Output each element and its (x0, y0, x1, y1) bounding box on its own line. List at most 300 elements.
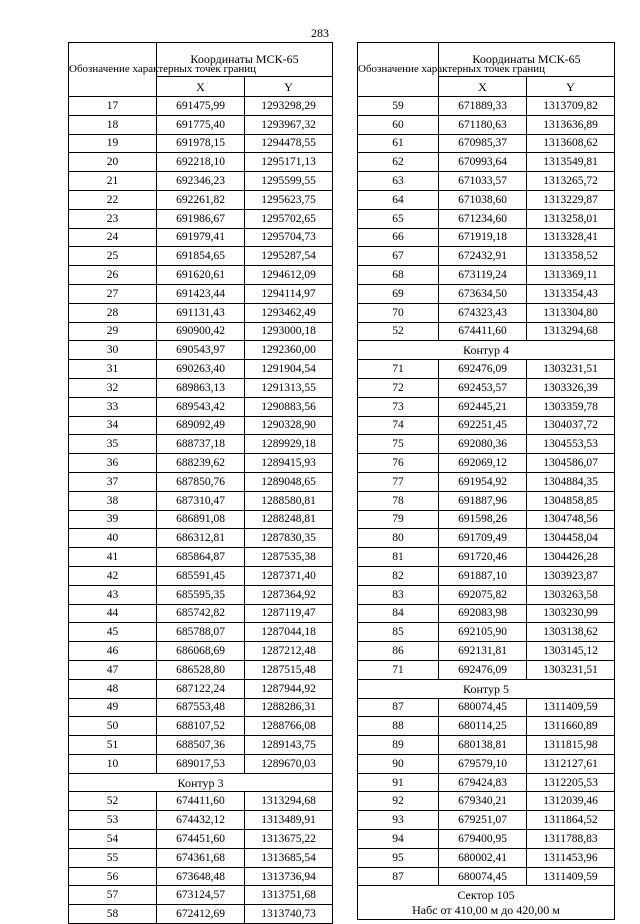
table-row (358, 97, 615, 116)
x-coordinate: 674323,43 (439, 303, 527, 322)
table-row (358, 886, 615, 920)
point-number: 49 (69, 698, 157, 717)
x-coordinate: 674432,12 (157, 811, 245, 830)
y-coordinate: 1287535,38 (245, 548, 333, 567)
table-row (358, 867, 615, 886)
page-number: 283 (311, 26, 329, 40)
point-number: 82 (358, 566, 439, 585)
y-coordinate: 1295599,55 (245, 172, 333, 191)
point-number: 68 (358, 266, 439, 285)
table-row (69, 209, 333, 228)
y-coordinate: 1303923,87 (527, 566, 615, 585)
y-coordinate: 1313358,52 (527, 247, 615, 266)
x-coordinate: 686528,80 (157, 660, 245, 679)
table-row (358, 848, 615, 867)
x-coordinate: 670985,37 (439, 134, 527, 153)
y-coordinate: 1303326,39 (527, 378, 615, 397)
point-number: 56 (69, 867, 157, 886)
x-coordinate: 689543,42 (157, 397, 245, 416)
point-number: 65 (358, 209, 439, 228)
y-coordinate: 1303263,58 (527, 585, 615, 604)
y-coordinate: 1304586,07 (527, 454, 615, 473)
contour-heading: Контур 3 (69, 773, 333, 792)
point-number: 21 (69, 172, 157, 191)
coordinates-table-left (68, 42, 333, 924)
x-coordinate: 674361,68 (157, 848, 245, 867)
table-row (358, 454, 615, 473)
point-number: 83 (358, 585, 439, 604)
point-number: 28 (69, 303, 157, 322)
table-row (69, 529, 333, 548)
y-column-header: Y (245, 77, 333, 97)
x-coordinate: 687122,24 (157, 679, 245, 698)
table-row (358, 190, 615, 209)
y-coordinate: 1304037,72 (527, 416, 615, 435)
x-coordinate: 688239,62 (157, 454, 245, 473)
y-coordinate: 1294612,09 (245, 266, 333, 285)
table-row (69, 736, 333, 755)
y-coordinate: 1313636,89 (527, 115, 615, 134)
point-number: 29 (69, 322, 157, 341)
y-coordinate: 1313709,82 (527, 97, 615, 116)
x-coordinate: 692083,98 (439, 604, 527, 623)
y-coordinate: 1313751,68 (245, 886, 333, 905)
x-coordinate: 691978,15 (157, 134, 245, 153)
y-coordinate: 1293967,32 (245, 115, 333, 134)
point-number: 34 (69, 416, 157, 435)
contour-heading: Контур 4 (358, 341, 615, 360)
y-coordinate: 1288580,81 (245, 491, 333, 510)
x-coordinate: 674411,60 (157, 792, 245, 811)
point-number: 89 (358, 736, 439, 755)
x-coordinate: 671234,60 (439, 209, 527, 228)
table-row (69, 378, 333, 397)
point-number: 45 (69, 623, 157, 642)
table-row (358, 830, 615, 849)
point-number: 84 (358, 604, 439, 623)
point-number: 22 (69, 190, 157, 209)
table-row (358, 341, 615, 360)
table-row (358, 642, 615, 661)
point-number: 64 (358, 190, 439, 209)
x-coordinate: 685595,35 (157, 585, 245, 604)
table-row (69, 454, 333, 473)
point-label-header: Обозначение характерных точек границ (69, 43, 157, 97)
y-coordinate: 1290328,90 (245, 416, 333, 435)
point-number: 33 (69, 397, 157, 416)
table-row (69, 642, 333, 661)
table-row (69, 341, 333, 360)
table-row (358, 491, 615, 510)
table-row (358, 698, 615, 717)
point-number: 43 (69, 585, 157, 604)
point-number: 53 (69, 811, 157, 830)
y-coordinate: 1287830,35 (245, 529, 333, 548)
y-coordinate: 1287944,92 (245, 679, 333, 698)
point-number: 92 (358, 792, 439, 811)
x-coordinate: 687310,47 (157, 491, 245, 510)
table-row (69, 754, 333, 773)
point-number: 52 (69, 792, 157, 811)
x-coordinate: 691954,92 (439, 472, 527, 491)
point-number: 25 (69, 247, 157, 266)
y-coordinate: 1311453,96 (527, 848, 615, 867)
table-row (69, 228, 333, 247)
table-row (358, 322, 615, 341)
x-coordinate: 685742,82 (157, 604, 245, 623)
point-number: 71 (358, 660, 439, 679)
y-coordinate: 1295702,65 (245, 209, 333, 228)
x-coordinate: 688737,18 (157, 435, 245, 454)
y-coordinate: 1312205,53 (527, 773, 615, 792)
header-row (69, 43, 333, 77)
x-coordinate: 687553,48 (157, 698, 245, 717)
point-number: 63 (358, 172, 439, 191)
y-coordinate: 1287119,47 (245, 604, 333, 623)
x-column-header: X (157, 77, 245, 97)
x-coordinate: 690900,42 (157, 322, 245, 341)
x-coordinate: 691720,46 (439, 548, 527, 567)
x-coordinate: 688507,36 (157, 736, 245, 755)
point-number: 87 (358, 867, 439, 886)
x-coordinate: 692069,12 (439, 454, 527, 473)
y-coordinate: 1313740,73 (245, 905, 333, 924)
point-number: 70 (358, 303, 439, 322)
point-number: 19 (69, 134, 157, 153)
point-number: 41 (69, 548, 157, 567)
point-number: 85 (358, 623, 439, 642)
table-row (69, 623, 333, 642)
table-row (358, 773, 615, 792)
point-number: 74 (358, 416, 439, 435)
x-coordinate: 692251,45 (439, 416, 527, 435)
table-row (358, 754, 615, 773)
x-coordinate: 672412,69 (157, 905, 245, 924)
x-coordinate: 689863,13 (157, 378, 245, 397)
table-row (69, 905, 333, 924)
x-coordinate: 680074,45 (439, 867, 527, 886)
coordinates-table-right (357, 42, 615, 920)
table-row (69, 848, 333, 867)
table-row (358, 378, 615, 397)
x-coordinate: 692080,36 (439, 435, 527, 454)
point-number: 79 (358, 510, 439, 529)
table-row (358, 472, 615, 491)
x-coordinate: 691775,40 (157, 115, 245, 134)
x-coordinate: 673124,57 (157, 886, 245, 905)
x-coordinate: 691598,26 (439, 510, 527, 529)
y-coordinate: 1303231,51 (527, 660, 615, 679)
point-number: 36 (69, 454, 157, 473)
x-coordinate: 692105,90 (439, 623, 527, 642)
point-number: 38 (69, 491, 157, 510)
x-coordinate: 685864,87 (157, 548, 245, 567)
table-row (358, 623, 615, 642)
table-row (69, 660, 333, 679)
point-number: 50 (69, 717, 157, 736)
table-row (69, 548, 333, 567)
x-coordinate: 671038,60 (439, 190, 527, 209)
x-coordinate: 687850,76 (157, 472, 245, 491)
table-row (358, 416, 615, 435)
coordinates-group-header: Координаты МСК-65 (157, 43, 333, 77)
x-column-header: X (439, 77, 527, 97)
point-number: 93 (358, 811, 439, 830)
table-row (358, 153, 615, 172)
y-coordinate: 1304748,56 (527, 510, 615, 529)
y-coordinate: 1312127,61 (527, 754, 615, 773)
x-coordinate: 671033,57 (439, 172, 527, 191)
point-number: 62 (358, 153, 439, 172)
table-row (358, 736, 615, 755)
x-coordinate: 686312,81 (157, 529, 245, 548)
x-coordinate: 692261,82 (157, 190, 245, 209)
y-coordinate: 1313675,22 (245, 830, 333, 849)
x-coordinate: 692131,81 (439, 642, 527, 661)
table-row (358, 792, 615, 811)
table-row (358, 585, 615, 604)
x-coordinate: 692476,09 (439, 660, 527, 679)
y-coordinate: 1313304,80 (527, 303, 615, 322)
table-row (69, 679, 333, 698)
table-row (69, 472, 333, 491)
table-row (69, 604, 333, 623)
x-coordinate: 673648,48 (157, 867, 245, 886)
point-number: 80 (358, 529, 439, 548)
point-number: 46 (69, 642, 157, 661)
table-row (69, 435, 333, 454)
y-coordinate: 1291904,54 (245, 360, 333, 379)
y-coordinate: 1304426,28 (527, 548, 615, 567)
table-row (69, 566, 333, 585)
point-number: 58 (69, 905, 157, 924)
y-coordinate: 1304553,53 (527, 435, 615, 454)
table-row (358, 266, 615, 285)
point-number: 37 (69, 472, 157, 491)
point-number: 55 (69, 848, 157, 867)
table-row (69, 247, 333, 266)
y-coordinate: 1293298,29 (245, 97, 333, 116)
point-number: 91 (358, 773, 439, 792)
point-number: 78 (358, 491, 439, 510)
table-row (69, 491, 333, 510)
table-row (358, 435, 615, 454)
y-coordinate: 1293000,18 (245, 322, 333, 341)
y-coordinate: 1313229,87 (527, 190, 615, 209)
x-coordinate: 691887,10 (439, 566, 527, 585)
y-coordinate: 1289415,93 (245, 454, 333, 473)
point-number: 77 (358, 472, 439, 491)
point-number: 32 (69, 378, 157, 397)
table-row (69, 97, 333, 116)
contour-heading: Контур 5 (358, 679, 615, 698)
point-number: 31 (69, 360, 157, 379)
x-coordinate: 679400,95 (439, 830, 527, 849)
y-coordinate: 1295704,73 (245, 228, 333, 247)
table-row (69, 303, 333, 322)
table-row (69, 867, 333, 886)
point-number: 90 (358, 754, 439, 773)
table-row (69, 172, 333, 191)
x-coordinate: 686891,08 (157, 510, 245, 529)
x-coordinate: 680074,45 (439, 698, 527, 717)
point-number: 66 (358, 228, 439, 247)
x-coordinate: 691887,96 (439, 491, 527, 510)
table-row (69, 773, 333, 792)
table-row (69, 266, 333, 285)
sector-note (358, 886, 615, 920)
x-coordinate: 691475,99 (157, 97, 245, 116)
table-row (69, 510, 333, 529)
point-number: 42 (69, 566, 157, 585)
y-coordinate: 1313608,62 (527, 134, 615, 153)
y-coordinate: 1311409,59 (527, 867, 615, 886)
point-number: 20 (69, 153, 157, 172)
table-row (69, 830, 333, 849)
y-coordinate: 1289929,18 (245, 435, 333, 454)
y-coordinate: 1289670,03 (245, 754, 333, 773)
x-coordinate: 679424,83 (439, 773, 527, 792)
x-coordinate: 673119,24 (439, 266, 527, 285)
y-coordinate: 1295287,54 (245, 247, 333, 266)
y-coordinate: 1312039,46 (527, 792, 615, 811)
point-number: 10 (69, 754, 157, 773)
y-coordinate: 1289048,65 (245, 472, 333, 491)
table-row (358, 717, 615, 736)
y-coordinate: 1287371,40 (245, 566, 333, 585)
coordinates-group-header: Координаты МСК-65 (439, 43, 615, 77)
x-coordinate: 691131,43 (157, 303, 245, 322)
x-coordinate: 689017,53 (157, 754, 245, 773)
point-number: 76 (358, 454, 439, 473)
table-row (69, 886, 333, 905)
y-coordinate: 1295623,75 (245, 190, 333, 209)
point-number: 71 (358, 360, 439, 379)
y-coordinate: 1303231,51 (527, 360, 615, 379)
table-row (358, 679, 615, 698)
point-number: 51 (69, 736, 157, 755)
x-coordinate: 679251,07 (439, 811, 527, 830)
point-number: 72 (358, 378, 439, 397)
x-coordinate: 692453,57 (439, 378, 527, 397)
sector-note-line: Набс от 410,00 м до 420,00 м (412, 902, 560, 917)
table-row (358, 247, 615, 266)
table-row (69, 360, 333, 379)
y-coordinate: 1294114,97 (245, 284, 333, 303)
table-row (358, 510, 615, 529)
y-coordinate: 1313328,41 (527, 228, 615, 247)
x-coordinate: 671180,63 (439, 115, 527, 134)
sector-note-line: Сектор 105 (457, 887, 515, 902)
y-coordinate: 1313258,01 (527, 209, 615, 228)
x-coordinate: 680114,25 (439, 717, 527, 736)
x-coordinate: 680002,41 (439, 848, 527, 867)
table-row (69, 322, 333, 341)
x-coordinate: 679579,10 (439, 754, 527, 773)
point-number: 87 (358, 698, 439, 717)
table-row (358, 397, 615, 416)
y-coordinate: 1313489,91 (245, 811, 333, 830)
y-coordinate: 1311409,59 (527, 698, 615, 717)
y-coordinate: 1293462,49 (245, 303, 333, 322)
point-number: 57 (69, 886, 157, 905)
point-number: 44 (69, 604, 157, 623)
table-row (358, 228, 615, 247)
y-coordinate: 1288286,31 (245, 698, 333, 717)
table-row (69, 717, 333, 736)
y-coordinate: 1292360,00 (245, 341, 333, 360)
x-coordinate: 691423,44 (157, 284, 245, 303)
y-coordinate: 1313549,81 (527, 153, 615, 172)
table-row (358, 360, 615, 379)
y-coordinate: 1294478,55 (245, 134, 333, 153)
y-coordinate: 1287364,92 (245, 585, 333, 604)
y-coordinate: 1304884,35 (527, 472, 615, 491)
point-number: 23 (69, 209, 157, 228)
table-row (358, 548, 615, 567)
x-coordinate: 680138,81 (439, 736, 527, 755)
y-coordinate: 1295171,13 (245, 153, 333, 172)
point-number: 61 (358, 134, 439, 153)
table-row (69, 416, 333, 435)
point-number: 75 (358, 435, 439, 454)
y-coordinate: 1291313,55 (245, 378, 333, 397)
point-number: 95 (358, 848, 439, 867)
y-coordinate: 1287212,48 (245, 642, 333, 661)
point-number: 17 (69, 97, 157, 116)
x-coordinate: 685788,07 (157, 623, 245, 642)
table-row (358, 811, 615, 830)
x-coordinate: 674451,60 (157, 830, 245, 849)
point-number: 81 (358, 548, 439, 567)
y-coordinate: 1303138,62 (527, 623, 615, 642)
x-coordinate: 690263,40 (157, 360, 245, 379)
table-row (69, 115, 333, 134)
point-number: 18 (69, 115, 157, 134)
x-coordinate: 692075,82 (439, 585, 527, 604)
x-coordinate: 691986,67 (157, 209, 245, 228)
x-coordinate: 691854,65 (157, 247, 245, 266)
y-coordinate: 1313294,68 (527, 322, 615, 341)
y-coordinate: 1311788,83 (527, 830, 615, 849)
x-coordinate: 685591,45 (157, 566, 245, 585)
y-coordinate: 1303230,99 (527, 604, 615, 623)
y-coordinate: 1313685,54 (245, 848, 333, 867)
table-row (358, 303, 615, 322)
table-row (358, 284, 615, 303)
x-coordinate: 689092,49 (157, 416, 245, 435)
y-coordinate: 1313265,72 (527, 172, 615, 191)
y-coordinate: 1303145,12 (527, 642, 615, 661)
table-row (358, 209, 615, 228)
point-number: 54 (69, 830, 157, 849)
point-number: 48 (69, 679, 157, 698)
x-coordinate: 692218,10 (157, 153, 245, 172)
x-coordinate: 691979,41 (157, 228, 245, 247)
y-coordinate: 1290883,56 (245, 397, 333, 416)
table-row (69, 190, 333, 209)
table-row (69, 811, 333, 830)
y-coordinate: 1287515,48 (245, 660, 333, 679)
point-number: 52 (358, 322, 439, 341)
table-row (69, 792, 333, 811)
table-row (358, 172, 615, 191)
y-column-header: Y (527, 77, 615, 97)
point-number: 24 (69, 228, 157, 247)
x-coordinate: 691620,61 (157, 266, 245, 285)
table-row (69, 284, 333, 303)
x-coordinate: 670993,64 (439, 153, 527, 172)
